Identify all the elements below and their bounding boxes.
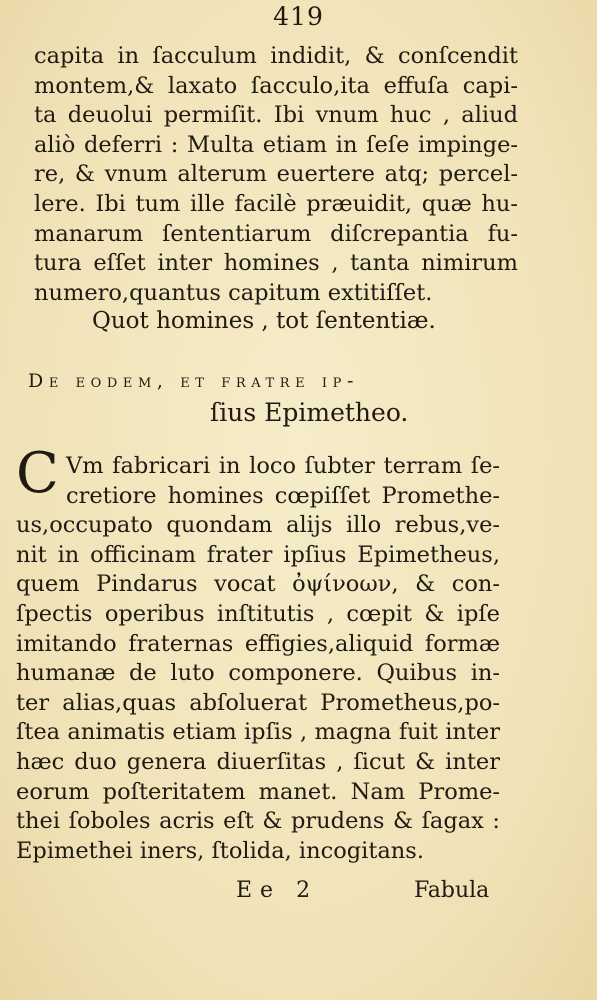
text-line: eorum poſteritatem manet. Nam Prome- [16,778,500,805]
text-line: numero,quantus capitum extitiſſet. [34,279,433,306]
text-line: ta deuolui permiſit. Ibi vnum huc , aliud [34,102,518,129]
opening-text [34,42,518,308]
text-line: nit in officinam frater ipſius Epimetheus, [16,541,500,568]
text-line: manarum ſententiarum diſcrepantia fu- [34,220,518,247]
text-line: Vm fabricari in loco ſubter terram ſe- [66,453,500,479]
page-number: 419 [273,2,324,31]
text-line: quem Pindarus vocat ὀψίνοων, & con- [16,571,500,598]
section-heading: De eodem, et fratre ip- [28,370,359,392]
text-line: humanæ de luto componere. Quibus in- [16,660,500,687]
text-line: cretiore homines cœpiſſet Promethe- [66,482,500,509]
text-line: hæc duo genera diuerſitas , ſicut & inter [16,748,500,775]
motto-line: Quot homines , tot ſententiæ. [92,308,436,334]
text-line: tura eſſet inter homines , tanta nimirum [34,250,518,277]
text-line: lere. Ibi tum ille facilè præuidit, quæ hu- [34,190,518,217]
text-line: thei ſoboles acris eſt & prudens & ſagax : [16,808,500,835]
text-line: imitando fraternas effigies,aliquid formæ [16,630,500,657]
text-line: ſtea animatis etiam ipſis , magna fuit inter [16,719,500,746]
fable-paragraph [16,452,500,866]
drop-cap: C [16,441,59,506]
text-line: montem,& laxato ſacculo,ita effuſa capi- [34,72,518,99]
text-line: ter alias,quas abſoluerat Prometheus,po- [16,689,500,716]
text-line: ſpectis operibus inſtitutis , cœpit & ipſe [16,600,500,627]
signature-mark: Ee 2 [236,878,319,903]
page-footer [0,878,597,910]
text-line: aliò deferri : Multa etiam in ſeſe impinge- [34,131,518,158]
text-line: Epimethei iners, ſtolida, incogitans. [16,837,424,864]
section-heading-continuation: ſius Epimetheo. [210,398,409,427]
text-line: re, & vnum alterum euertere atq; percel- [34,161,518,188]
catchword: Fabula [414,878,490,903]
text-line: us,occupato quondam alijs illo rebus,ve- [16,512,500,539]
text-line: capita in ſacculum indidit, & conſcendit [34,43,518,69]
